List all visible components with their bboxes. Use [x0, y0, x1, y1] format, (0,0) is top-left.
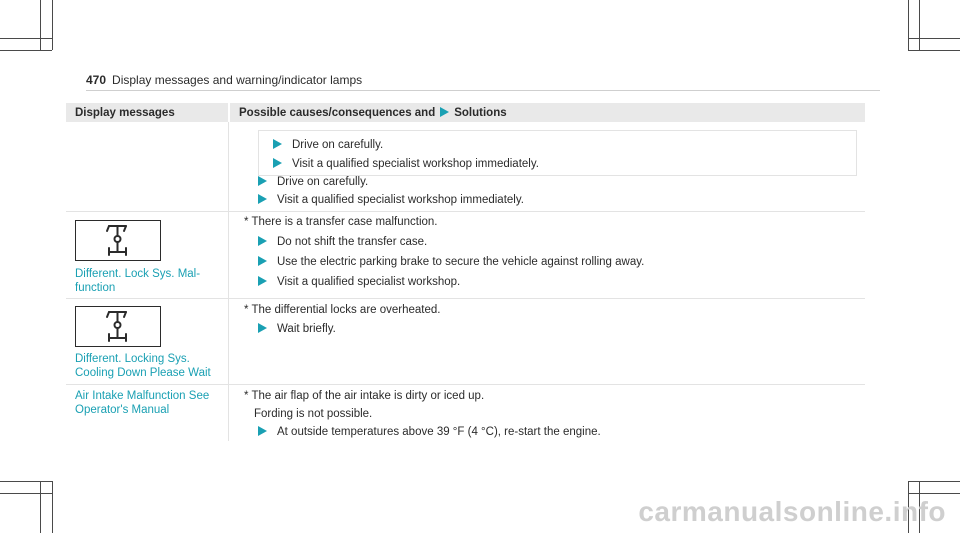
table-row [66, 385, 865, 441]
message-line: Different. Lock Sys. Mal- [75, 268, 201, 280]
step-text: Wait briefly. [277, 323, 336, 335]
column-separator [228, 299, 229, 384]
arrow-right-icon [258, 256, 267, 266]
header-rule [86, 90, 880, 91]
footnote-star: * [244, 304, 249, 316]
watermark: carmanualsonline.info [638, 496, 946, 527]
arrow-right-icon [258, 276, 267, 286]
page-number: 470 [86, 73, 107, 87]
crop-mark [0, 481, 52, 482]
cause-line: The air flap of the air intake is dirty or iced up. [251, 390, 485, 402]
list-item [273, 138, 383, 152]
table-header [66, 103, 865, 122]
header-causes-solutions [239, 107, 507, 119]
message-line: Different. Locking Sys. [75, 353, 190, 365]
footnote-star: * [244, 216, 249, 228]
list-item [258, 275, 460, 289]
column-separator [228, 122, 229, 211]
list-item [258, 235, 427, 249]
message-line: Cooling Down Please Wait [75, 367, 211, 379]
header-display-messages: Display messages [75, 107, 175, 119]
arrow-right-icon [273, 158, 282, 168]
differential-lock-symbol [76, 307, 159, 345]
crop-mark [52, 481, 53, 533]
arrow-right-icon [258, 176, 267, 186]
column-separator [228, 385, 229, 441]
step-text: Visit a qualified specialist workshop immediately. [277, 194, 524, 206]
step-text: Drive on carefully. [277, 176, 369, 188]
header-column-separator [228, 103, 230, 122]
crop-mark [0, 493, 52, 494]
step-text: Visit a qualified specialist workshop. [277, 276, 461, 288]
display-messages-table [66, 103, 865, 441]
crop-mark [40, 481, 41, 533]
crop-mark [908, 50, 960, 51]
header-solutions: Solutions [454, 107, 507, 119]
arrow-right-icon [258, 194, 267, 204]
cause-text [254, 407, 372, 421]
crop-mark [40, 0, 41, 50]
crop-mark [919, 0, 920, 50]
step-text: At outside temperatures above 39 °F (4 °C), re-start the engine. [277, 426, 601, 438]
list-item [258, 425, 601, 439]
display-message [75, 389, 225, 417]
cause-line: There is a transfer case malfunction. [251, 216, 438, 228]
cause-line: Fording is not possible. [254, 408, 373, 420]
table-row [66, 212, 865, 299]
differential-lock-icon [75, 306, 161, 347]
arrow-right-icon [273, 139, 282, 149]
page-header [86, 73, 362, 87]
crop-mark [52, 0, 53, 50]
nested-instruction-box [258, 130, 857, 176]
list-item [258, 175, 368, 189]
differential-lock-icon [75, 220, 161, 261]
page-title: Display messages and warning/indicator lamps [112, 73, 363, 87]
message-line: Air Intake Malfunction See [75, 390, 210, 402]
cause-line: The differential locks are overheated. [251, 304, 441, 316]
crop-mark [0, 50, 52, 51]
header-causes: Possible causes/consequences and [239, 107, 436, 119]
arrow-right-icon [258, 426, 267, 436]
message-line: Operator's Manual [75, 404, 170, 416]
differential-lock-symbol [76, 221, 159, 259]
arrow-right-icon [440, 107, 449, 117]
table-row [66, 122, 865, 212]
step-text: Drive on carefully. [292, 139, 384, 151]
table-row [66, 299, 865, 385]
crop-mark [908, 38, 960, 39]
step-text: Visit a qualified specialist workshop immediately. [292, 158, 539, 170]
step-text: Use the electric parking brake to secure the vehicle against rolling away. [277, 256, 645, 268]
cause-text [244, 303, 441, 317]
step-text: Do not shift the transfer case. [277, 236, 428, 248]
cause-text [244, 215, 437, 229]
list-item [258, 322, 336, 336]
cause-text [244, 389, 484, 403]
message-line: function [75, 282, 116, 294]
crop-mark [908, 493, 960, 494]
list-item [258, 255, 644, 269]
list-item [273, 157, 539, 171]
crop-mark [0, 38, 52, 39]
arrow-right-icon [258, 236, 267, 246]
column-separator [228, 212, 229, 298]
footnote-star: * [244, 390, 249, 402]
display-message [75, 267, 225, 295]
list-item [258, 193, 524, 207]
display-message [75, 352, 225, 380]
crop-mark [908, 481, 960, 482]
arrow-right-icon [258, 323, 267, 333]
crop-mark [908, 0, 909, 50]
